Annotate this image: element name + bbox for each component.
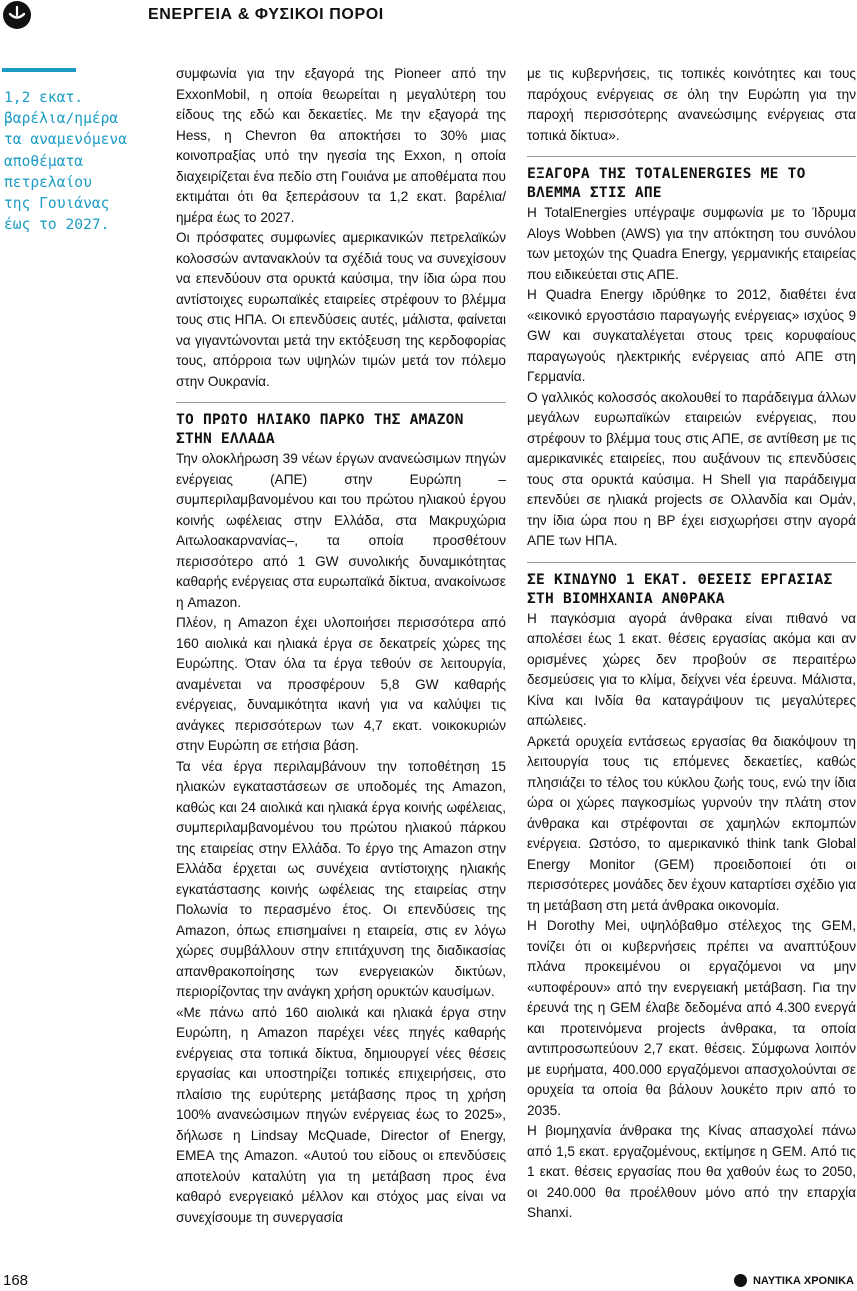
brand-mark-icon	[734, 1274, 747, 1287]
paragraph: Η Dorothy Mei, υψηλόβαθμο στέλεχος της GEM, τονίζει ότι οι κυβερνήσεις πρέπει να αναπτύξουν πλάνα προκειμένου οι εργαζόμενοι να μην «υποφέρουν» από την ενεργειακή μετάβαση. Για την έρευνά της η GEM έλαβε δεδομένα από 4.300 ενεργά και προτεινόμενα projects άνθρακα, τα οποία αντιπροσωπεύουν 2,7 εκατ. θέσεις. Σύμφωνα λοιπόν με ευρήματα, 400.000 εργαζόμενοι απασχολούνται σε ορυχεία τα οποία θα βάλουν λουκέτο πριν από το 2035.	[527, 918, 856, 1118]
paragraph: Την ολοκλήρωση 39 νέων έργων ανανεώσιμων πηγών ενέργειας (ΑΠΕ) στην Ευρώπη –συμπεριλαμβανομένου και του πρώτου ηλιακού έργου κοινής ωφέλειας στην Ελλάδα, στα Μακρυχώρια Αιτωλοακαρνανίας–, τα οποία προσθέτουν περισσότερο από 1 GW συνολικής δυναμικότητας καθαρής ενέργειας στα ευρωπαϊκά δίκτυα, ανακοίνωσε η Amazon.	[176, 451, 506, 610]
subheading-totalenergies: ΕΞΑΓΟΡΑ ΤΗΣ TOTALENERGIES ΜΕ ΤΟ ΒΛΕΜΜΑ ΣΤΙΣ ΑΠΕ	[527, 156, 856, 202]
page-number: 168	[3, 1272, 29, 1289]
paragraph: Η Quadra Energy ιδρύθηκε το 2012, διαθέτει ένα «εικονικό εργοστάσιο παραγωγής ενέργειας» ισχύος 9 GW και συγκαταλέγεται στους τρεις κορυφαίους παραγωγούς ηλεκτρικής ενέργειας από ΑΠΕ στη Γερμανία.	[527, 287, 856, 384]
article-column-2	[527, 64, 856, 1224]
subheading-amazon-solar-park: ΤΟ ΠΡΩΤΟ ΗΛΙΑΚΟ ΠΑΡΚΟ ΤΗΣ AMAZON ΣΤΗΝ ΕΛΛΑΔΑ	[176, 402, 506, 448]
publication-logo-icon	[3, 1, 31, 29]
paragraph: Τα νέα έργα περιλαμβάνουν την τοποθέτηση 15 ηλιακών εγκαταστάσεων σε υποδομές της Amazon, καθώς και 24 αιολικά και ηλιακά έργα κοινής ωφέλειας, συμπεριλαμβανομένου του πρώτου ηλιακού πάρκου της εταιρείας στην Ελλάδα. Το έργο της Amazon στην Ελλάδα έρχεται ως συνέχεια αντίστοιχης ηλιακής εγκατάστασης κοινής ωφέλειας της εταιρείας στην Πολωνία το περασμένο έτος. Οι επενδύσεις της Amazon, όπως επισημαίνει η εταιρεία, στις εν λόγω χώρες συμβάλλουν στην επιτάχυνση της διαδικασίας απανθρακοποίησης των ενεργειακών δικτύων, περιορίζοντας την ανάγκη χρήση ορυκτών καυσίμων.	[176, 758, 506, 999]
footer-brand	[734, 1274, 854, 1287]
paragraph: Η βιομηχανία άνθρακα της Κίνας απασχολεί πάνω από 1,5 εκατ. εργαζομένους, εκτίμησε η GEM. Από τις 1 εκατ. θέσεις εργασίας που θα χαθούν έως το 2050, οι 240.000 θα προέλθουν μόνο από την επαρχία Shanxi.	[527, 1123, 856, 1220]
pullquote: 1,2 εκατ. βαρέλια/ημέρα τα αναμενόμενα αποθέματα πετρελαίου της Γουιάνας έως το 2027.	[4, 89, 128, 234]
paragraph: Η TotalEnergies υπέγραψε συμφωνία με το Ίδρυμα Aloys Wobben (AWS) για την απόκτηση του συνόλου των μετοχών της Quadra Energy, γερμανικής εταιρείας που ειδικεύεται στις ΑΠΕ.	[527, 205, 856, 282]
pullquote-rule	[2, 68, 76, 72]
subheading-coal-jobs: ΣΕ ΚΙΝΔΥΝΟ 1 ΕΚΑΤ. ΘΕΣΕΙΣ ΕΡΓΑΣΙΑΣ ΣΤΗ ΒΙΟΜΗΧΑΝΙΑ ΑΝΘΡΑΚΑ	[527, 562, 856, 608]
article-column-1	[176, 64, 506, 1228]
section-title: ΕΝΕΡΓΕΙΑ & ΦΥΣΙΚΟΙ ΠΟΡΟΙ	[148, 6, 384, 23]
paragraph: με τις κυβερνήσεις, τις τοπικές κοινότητες και τους παρόχους ενέργειας σε όλη την Ευρώπη για την παροχή περισσότερης ανανεώσιμης ενέργειας στα τοπικά δίκτυα».	[527, 66, 856, 143]
paragraph: «Με πάνω από 160 αιολικά και ηλιακά έργα στην Ευρώπη, η Amazon παρέχει νέες πηγές καθαρής ενέργειας στα τοπικά δίκτυα, δημιουργεί νέες θέσεις εργασίας και υποστηρίζει τοπικές επιχειρήσεις, στο πλαίσιο της ευρύτερης μετάβασης προς τη χρήση 100% ανανεώσιμων πηγών ενέργειας έως το 2025», δήλωσε η Lindsay McQuade, Director of Energy, EMEA της Amazon. «Αυτού του είδους οι επενδύσεις αποτελούν καταλύτη για τη μετάβαση προς ένα καθαρό ενεργειακό μέλλον και στόχος μας είναι να συνεχίσουμε τη συνεργασία	[176, 1004, 506, 1225]
paragraph: Αρκετά ορυχεία εντάσεως εργασίας θα διακόψουν τη λειτουργία τους τις επόμενες δεκαετίες, καθώς πλησιάζει το τέλος του κύκλου ζωής τους, ενώ την ίδια ώρα οι χώρες παγκοσμίως γυρνούν την πλάτη στον άνθρακα και στρέφονται σε χαμηλών εκπομπών ενέργεια. Ωστόσο, το αμερικανικό think tank Global Energy Monitor (GEM) προειδοποιεί ότι οι περισσότερες μονάδες δεν έχουν καταρτίσει σχέδιο για τη μετάβαση στη μετά άνθρακα οικονομία.	[527, 733, 856, 913]
paragraph: Οι πρόσφατες συμφωνίες αμερικανικών πετρελαϊκών κολοσσών αντανακλούν τα σχέδιά τους να συνεχίσουν να επενδύουν στα ορυκτά καύσιμα, την ίδια ώρα που αντίστοιχες ευρωπαϊκές εταιρείες στρέφουν το βλέμμα τους στις ΗΠΑ. Οι επενδύσεις αυτές, μάλιστα, φαίνεται να γιγαντώνονται μετά την εκτόξευση της κερδοφορίας τους, απόρροια των υψηλών τιμών μετά τον πόλεμο στην Ουκρανία.	[176, 230, 506, 389]
brand-name: ΝΑΥΤΙΚΑ ΧΡΟΝΙΚΑ	[752, 1274, 854, 1287]
paragraph: συμφωνία για την εξαγορά της Pioneer από την ExxonMobil, η οποία θεωρείται η μεγαλύτερη του είδους της εδώ και δεκαετίες. Με την εξαγορά της Hess, η Chevron θα αποκτήσει το 30% μιας κοινοπραξίας υπό την ηγεσία της Exxon, η οποία διαχειρίζεται ένα πεδίο στη Γουιάνα με αποθέματα που εκτιμάται ότι θα ξεπεράσουν τα 1,2 εκατ. βαρέλια/ημέρα έως το 2027.	[176, 66, 506, 225]
paragraph: Ο γαλλικός κολοσσός ακολουθεί το παράδειγμα άλλων μεγάλων ευρωπαϊκών εταιρειών ενέργειας, που στρέφουν το βλέμμα τους στις ΑΠΕ, σε αντίθεση με τις αμερικανικές εταιρείες, που αυξάνουν τις επενδύσεις τους στα ορυκτά καύσιμα. Η Shell για παράδειγμα επενδύει σε ηλιακά projects σε Ολλανδία και Ομάν, την ίδια ώρα που η BP έχει εισχωρήσει στην αγορά ΑΠΕ των ΗΠΑ.	[527, 389, 856, 548]
paragraph: Η παγκόσμια αγορά άνθρακα είναι πιθανό να απολέσει έως 1 εκατ. θέσεις εργασίας ακόμα και αν ορισμένες χώρες δεν προβούν σε περαιτέρω δεσμεύσεις για το κλίμα, δείχνει νέα έρευνα. Μάλιστα, Κίνα και Ινδία θα καταγράψουν τις μεγαλύτερες απώλειες.	[527, 610, 856, 728]
paragraph: Πλέον, η Amazon έχει υλοποιήσει περισσότερα από 160 αιολικά και ηλιακά έργα σε δεκατρείς χώρες της Ευρώπης. Όταν όλα τα έργα τεθούν σε λειτουργία, αναμένεται να προσφέρουν 5,8 GW καθαρής ενέργειας, δυναμικότητα ικανή για να καλύψει τις ανάγκες περισσότερων των 4,7 εκατ. νοικοκυριών στην Ευρώπη σε ετήσια βάση.	[176, 615, 506, 753]
